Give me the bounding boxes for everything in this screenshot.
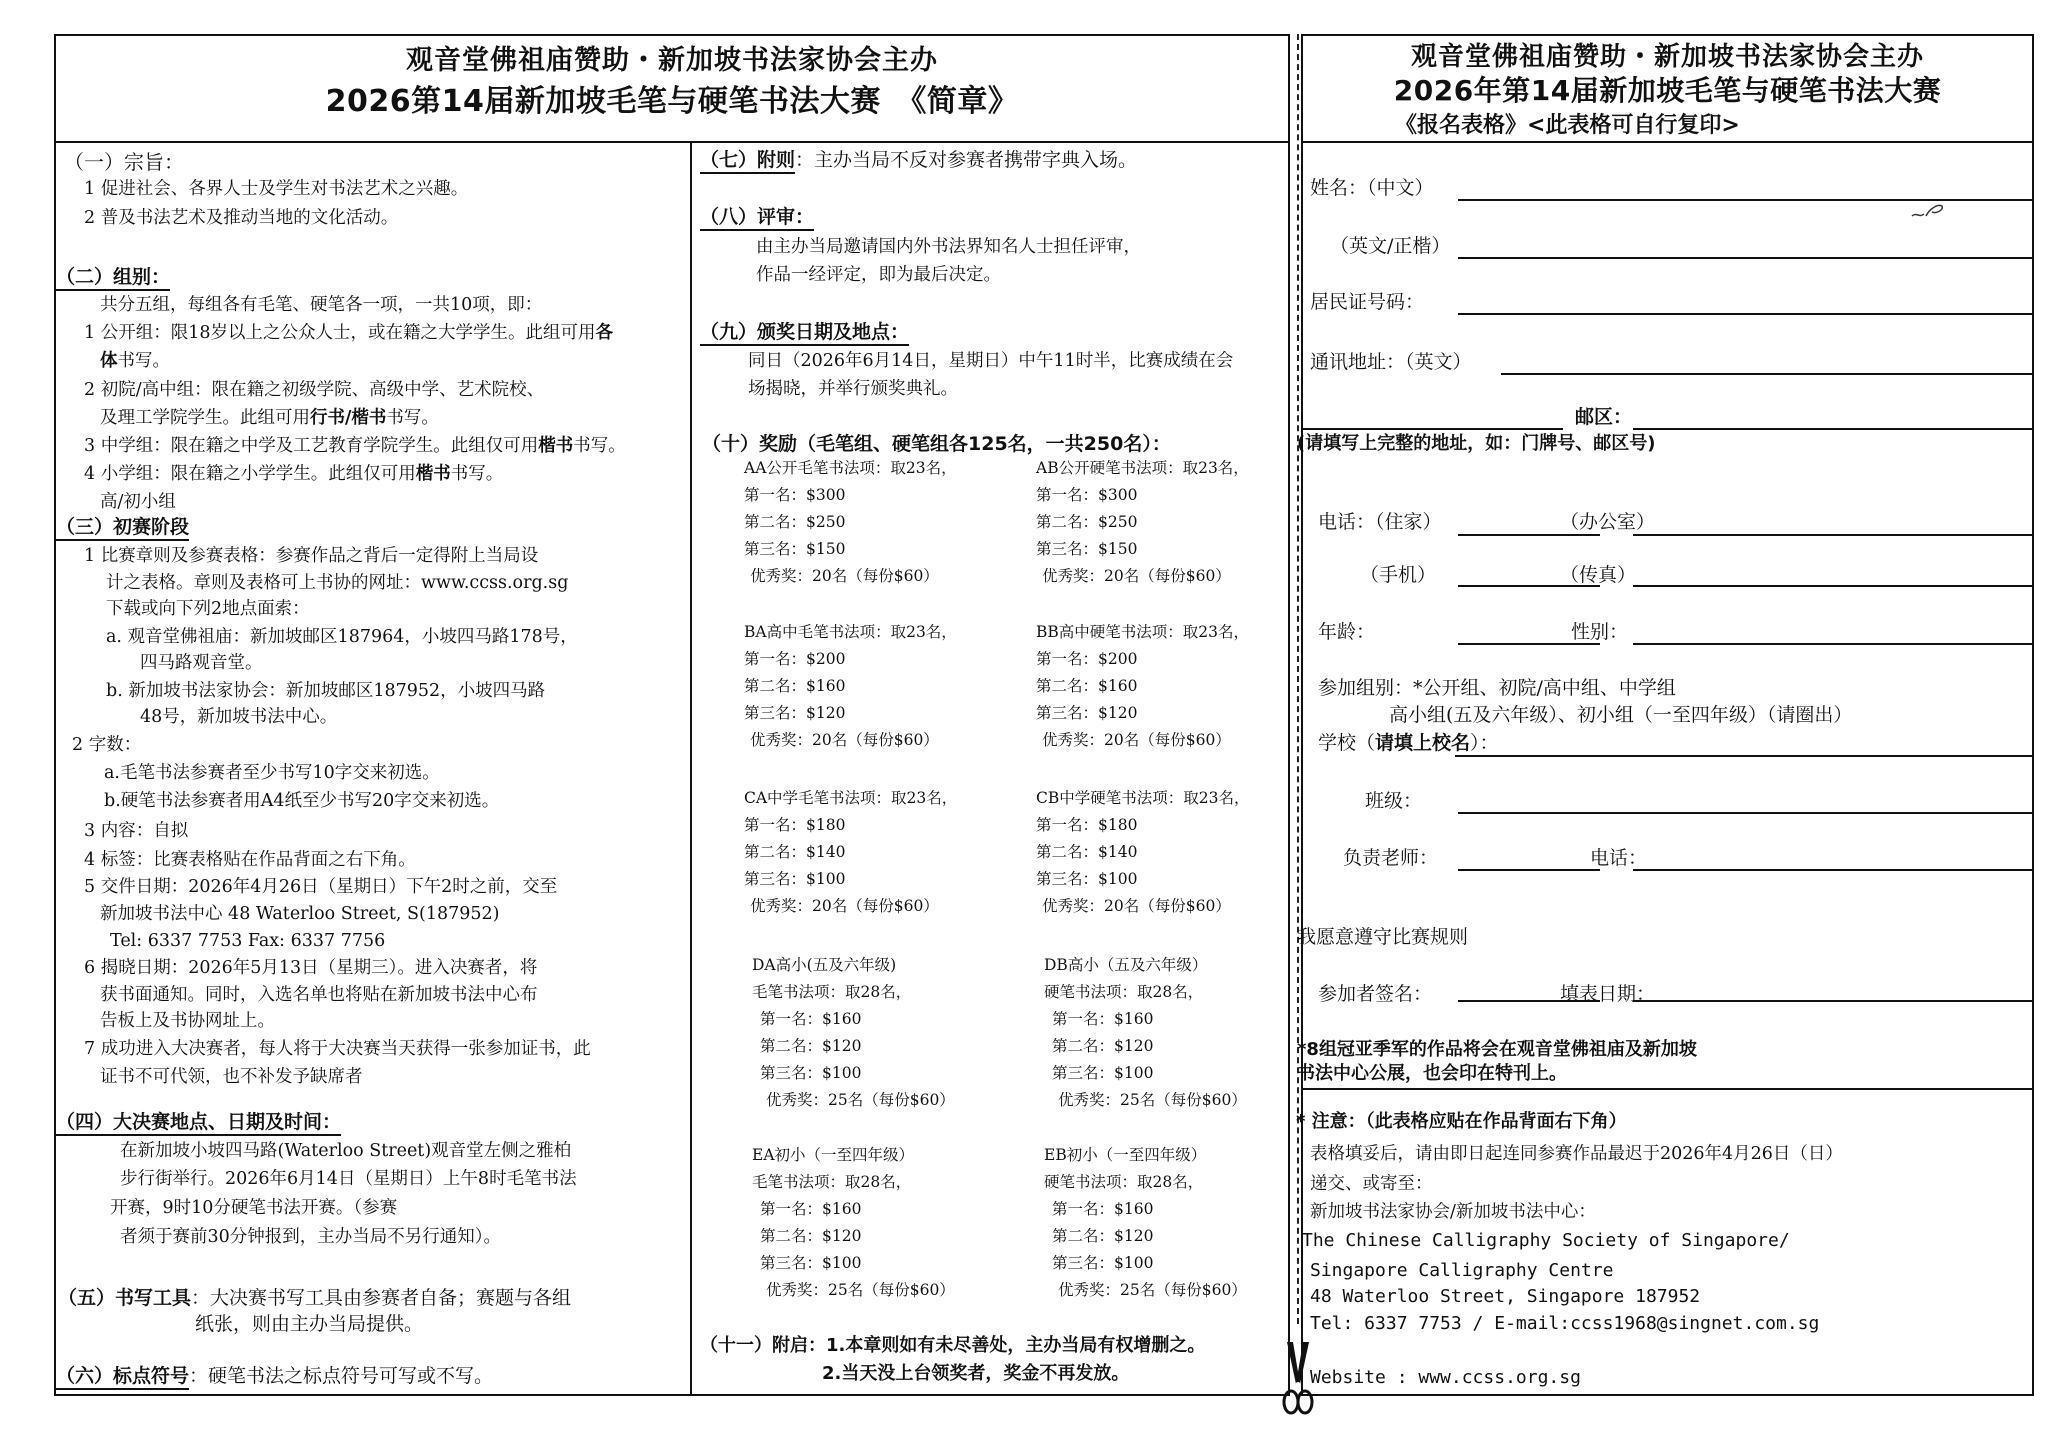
prize-rank-amount: 第一名：$160 xyxy=(760,1010,862,1028)
group-2-line-1: 2 初院/高中组：限在籍之初级学院、高级中学、艺术院校、 xyxy=(84,380,545,400)
prize-category-title: DA高小(五及六年级) xyxy=(752,956,897,974)
prize-merit-award: 优秀奖：20名（每份$60） xyxy=(750,731,939,749)
section-5 xyxy=(58,1286,571,1310)
group-3-text: 3 中学组：限在籍之中学及工艺教育学院学生。此组仅可用 xyxy=(84,436,539,456)
prize-rank-amount: 第一名：$180 xyxy=(1036,816,1138,834)
prize-rank-amount: 第二名：$120 xyxy=(760,1227,862,1245)
prize-rank-amount: 第二名：$140 xyxy=(1036,843,1138,861)
notice-line-7: Tel: 6337 7753 / E-mail:ccss1968@singnet.com.sg xyxy=(1310,1313,1820,1334)
prize-rank-amount: 第二名：$140 xyxy=(744,843,846,861)
date-field[interactable] xyxy=(1633,1000,2032,1002)
prize-rank-amount: 第三名：$120 xyxy=(744,704,846,722)
prize-merit-award: 优秀奖：20名（每份$60） xyxy=(1042,731,1231,749)
group-4-sub: 高/初小组 xyxy=(100,492,176,512)
prelim-item-6-b: 获书面通知。同时，入选名单也将贴在新加坡书法中心布 xyxy=(100,985,538,1005)
prelim-item-2-b: b.硬笔书法参赛者用A4纸至少书写20字交来初选。 xyxy=(104,791,500,811)
prize-rank-amount: 第二名：$250 xyxy=(744,513,846,531)
prize-rank-amount: 第一名：$160 xyxy=(1052,1010,1154,1028)
notice-line-3: 新加坡书法家协会/新加坡书法中心： xyxy=(1310,1202,1596,1222)
prize-category-title: BB高中硬笔书法项：取23名， xyxy=(1036,623,1250,641)
name-en-label: （英文/正楷） xyxy=(1330,235,1451,257)
prelim-item-1-a: 1 比赛章则及参赛表格：参赛作品之背后一定得附上当局设 xyxy=(84,546,539,566)
prize-rank-amount: 第一名：$160 xyxy=(760,1200,862,1218)
prize-category-title: CB中学硬笔书法项：取23名， xyxy=(1036,789,1250,807)
prelim-item-1-b: 计之表格。章则及表格可上书协的网址：www.ccss.org.sg xyxy=(106,573,569,593)
prize-rank-amount: 第三名：$100 xyxy=(1052,1064,1154,1082)
group-label: 参加组别：*公开组、初院/高中组、中学组 xyxy=(1318,677,1676,699)
group-1-bold-2: 体 xyxy=(100,351,118,371)
prize-rank-amount: 第三名：$150 xyxy=(1036,540,1138,558)
prize-merit-award: 优秀奖：20名（每份$60） xyxy=(1042,897,1231,915)
gender-field[interactable] xyxy=(1633,643,2032,645)
signature-label: 参加者签名： xyxy=(1318,983,1433,1005)
prize-category-title: DB高小（五及六年级） xyxy=(1044,956,1208,974)
section-1-heading xyxy=(64,150,184,174)
group-3-bold: 楷书 xyxy=(538,436,574,456)
prize-rank-amount: 第三名：$100 xyxy=(760,1064,862,1082)
exhibit-note-2: 书法中心公展，也会印在特刊上。 xyxy=(1297,1063,1567,1084)
prize-rank-amount: 第一名：$160 xyxy=(1052,1200,1154,1218)
name-cn-label: 姓名：（中文） xyxy=(1310,177,1434,199)
rules-subtitle: 观音堂佛祖庙赞助・新加坡书法家协会主办 xyxy=(406,45,938,76)
group-2-text: 及理工学院学生。此组可用 xyxy=(100,408,310,428)
appendix-line-2: 2.当天没上台领奖者，奖金不再发放。 xyxy=(822,1363,1130,1384)
prize-rank-amount: 第三名：$100 xyxy=(1036,870,1138,888)
groups-intro: 共分五组，每组各有毛笔、硬笔各一项，一共10项，即： xyxy=(100,295,543,315)
section-3-heading xyxy=(56,515,189,539)
location-a: a. 观音堂佛祖庙：新加坡邮区187964，小坡四马路178号， xyxy=(106,627,578,647)
prelim-item-7-b: 证书不可代领，也不补发予缺席者 xyxy=(100,1067,363,1087)
section-5-heading: （五）书写工具 xyxy=(58,1287,192,1309)
group-4-line xyxy=(84,463,503,485)
school-label-end: ）： xyxy=(1470,732,1499,754)
class-field[interactable] xyxy=(1458,812,2032,814)
teacher-field[interactable] xyxy=(1458,869,1600,871)
appendix-line-1: （十一）附启：1.本章则如有未尽善处，主办当局有权增删之。 xyxy=(700,1335,1206,1356)
group-1-text-2: 书写。 xyxy=(117,351,170,371)
prize-category-title: EA初小（一至四年级） xyxy=(752,1146,915,1164)
group-1-bold: 各 xyxy=(595,323,613,343)
website-link[interactable]: Website : www.ccss.org.sg xyxy=(1310,1367,1581,1388)
phone-office-field[interactable] xyxy=(1633,534,2032,536)
fax-field[interactable] xyxy=(1633,585,2032,587)
group-1-line-2 xyxy=(100,350,170,372)
postal-field[interactable] xyxy=(1633,428,2032,430)
phone-home-label: 电话：（住家） xyxy=(1318,511,1442,533)
section-7-heading: （七）附则 xyxy=(700,149,795,174)
address-divider xyxy=(1301,428,1563,430)
school-label-text: 学校（ xyxy=(1318,732,1376,754)
prelim-item-1-c: 下载或向下列2地点面索： xyxy=(106,599,310,619)
group-3-text-2: 书写。 xyxy=(573,436,626,456)
notice-line-2: 递交、或寄至： xyxy=(1310,1174,1433,1194)
prize-rank-amount: 第三名：$150 xyxy=(744,540,846,558)
final-venue-l2: 步行街举行。2026年6月14日（星期日）上午8时毛笔书法 xyxy=(120,1169,577,1189)
prize-rank-amount: 第一名：$200 xyxy=(1036,650,1138,668)
prize-rank-amount: 第三名：$100 xyxy=(1052,1254,1154,1272)
judging-l1: 由主办当局邀请国内外书法界知名人士担任评审， xyxy=(756,237,1141,257)
prize-category-title: AB公开硬笔书法项：取23名， xyxy=(1036,459,1249,477)
notice-line-5: Singapore Calligraphy Centre xyxy=(1310,1260,1614,1281)
section-8-heading-text: （八）评审： xyxy=(700,206,814,231)
section-8-heading xyxy=(700,205,814,229)
prize-merit-award: 优秀奖：25名（每份$60） xyxy=(766,1091,955,1109)
group-4-bold: 楷书 xyxy=(415,464,451,484)
prize-merit-award: 优秀奖：20名（每份$60） xyxy=(1042,567,1231,585)
form-subtitle: 观音堂佛祖庙赞助・新加坡书法家协会主办 xyxy=(1410,42,1924,72)
rules-header-divider xyxy=(54,141,1290,143)
section-2-heading-text: （二）组别： xyxy=(56,266,170,291)
notice-line-4: The Chinese Calligraphy Society of Singapore/ xyxy=(1302,1230,1790,1251)
address-note: (请填写上完整的地址，如：门牌号、邮区号) xyxy=(1297,433,1656,454)
rules-title: 2026第14届新加坡毛笔与硬笔书法大赛 《简章》 xyxy=(325,84,1019,119)
section-9-heading-text: （九）颁奖日期及地点： xyxy=(700,321,909,346)
name-en-field[interactable] xyxy=(1458,257,2032,259)
prelim-item-4: 4 标签：比赛表格贴在作品背面之右下角。 xyxy=(84,850,416,870)
prelim-item-5-b: 新加坡书法中心 48 Waterloo Street, S(187952) xyxy=(100,904,500,924)
prelim-item-6-c: 告板上及书协网址上。 xyxy=(100,1011,275,1031)
teacher-phone-label: 电话： xyxy=(1590,847,1648,869)
prelim-item-7-a: 7 成功进入大决赛者，每人将于大决赛当天获得一张参加证书，此 xyxy=(84,1039,591,1059)
section-6-text: ：硬笔书法之标点符号可写或不写。 xyxy=(189,1365,494,1387)
section-9-heading xyxy=(700,320,909,344)
prize-rank-amount: 第三名：$100 xyxy=(760,1254,862,1272)
group-4-text-2: 书写。 xyxy=(450,464,504,484)
date-label: 填表日期： xyxy=(1560,983,1656,1005)
prize-category-subtitle: 硬笔书法项：取28名， xyxy=(1044,1173,1204,1191)
form-note: 《报名表格》<此表格可自行复印> xyxy=(1395,113,1740,138)
handwriting-mark-icon xyxy=(1910,200,1950,224)
prize-rank-amount: 第一名：$300 xyxy=(744,486,846,504)
notice-divider xyxy=(1301,1088,2034,1090)
prize-rank-amount: 第三名：$120 xyxy=(1036,704,1138,722)
prize-merit-award: 优秀奖：20名（每份$60） xyxy=(750,567,939,585)
location-b: b. 新加坡书法家协会：新加坡邮区187952，小坡四马路 xyxy=(106,681,546,701)
form-title: 2026年第14届新加坡毛笔与硬笔书法大赛 xyxy=(1393,74,1942,107)
section-7-text: ：主办当局不反对参赛者携带字典入场。 xyxy=(795,149,1138,171)
final-venue-l3: 开赛，9时10分硬笔书法开赛。（参赛 xyxy=(110,1198,398,1218)
prize-merit-award: 优秀奖：25名（每份$60） xyxy=(1058,1281,1247,1299)
location-a-2: 四马路观音堂。 xyxy=(140,653,263,673)
prize-category-title: EB初小（一至四年级） xyxy=(1044,1146,1207,1164)
phone-home-field[interactable] xyxy=(1458,534,1600,536)
prize-merit-award: 优秀奖：25名（每份$60） xyxy=(766,1281,955,1299)
prize-rank-amount: 第二名：$120 xyxy=(1052,1037,1154,1055)
purpose-item-2: 2 普及书法艺术及推动当地的文化活动。 xyxy=(84,208,399,228)
notice-line-6: 48 Waterloo Street, Singapore 187952 xyxy=(1310,1286,1701,1307)
group-1-line-1 xyxy=(84,322,613,344)
age-label: 年龄： xyxy=(1318,621,1376,643)
section-6 xyxy=(56,1364,493,1388)
group-3-line xyxy=(84,435,626,457)
section-5-text-2: 纸张，则由主办当局提供。 xyxy=(195,1313,424,1335)
prelim-item-5-c: Tel: 6337 7753 Fax: 6337 7756 xyxy=(110,931,386,951)
final-venue-l4: 者须于赛前30分钟报到，主办当局不另行通知）。 xyxy=(120,1227,502,1247)
group-4-text: 4 小学组：限在籍之小学学生。此组仅可用 xyxy=(84,464,416,484)
mobile-label: （手机） xyxy=(1360,564,1437,586)
school-field[interactable] xyxy=(1455,755,2032,757)
section-4-heading-text: （四）大决赛地点、日期及时间： xyxy=(56,1111,341,1136)
address-label: 通讯地址：（英文） xyxy=(1310,351,1472,373)
prelim-item-2-a: a.毛笔书法参赛者至少书写10字交来初选。 xyxy=(104,763,440,783)
prelim-item-3: 3 内容：自拟 xyxy=(84,821,189,841)
group-1-text: 1 公开组：限18岁以上之公众人士，或在籍之大学学生。此组可用 xyxy=(84,323,596,343)
school-label-bold: 请填上校名 xyxy=(1375,732,1471,754)
form-header-divider xyxy=(1301,141,2034,143)
section-5-text: ：大决赛书写工具由参赛者自备；赛题与各组 xyxy=(191,1287,572,1309)
section-2-heading xyxy=(56,265,170,289)
agree-text: 我愿意遵守比赛规则 xyxy=(1297,926,1469,948)
section-1-heading-text: （一）宗旨： xyxy=(64,150,184,174)
prelim-item-5-a: 5 交件日期：2026年4月26日（星期日）下午2时之前，交至 xyxy=(84,877,558,897)
fax-label: （传真） xyxy=(1560,564,1637,586)
prize-rank-amount: 第二名：$250 xyxy=(1036,513,1138,531)
class-label: 班级： xyxy=(1365,790,1423,812)
prize-merit-award: 优秀奖：25名（每份$60） xyxy=(1058,1091,1247,1109)
prize-rank-amount: 第二名：$160 xyxy=(1036,677,1138,695)
prize-merit-award: 优秀奖：20名（每份$60） xyxy=(750,897,939,915)
judging-l2: 作品一经评定，即为最后决定。 xyxy=(756,265,1001,285)
location-b-2: 48号，新加坡书法中心。 xyxy=(140,707,338,727)
prize-category-title: AA公开毛笔书法项：取23名， xyxy=(744,459,957,477)
prize-category-subtitle: 硬笔书法项：取28名， xyxy=(1044,983,1204,1001)
rules-column-divider xyxy=(690,141,692,1396)
exhibit-note-1: *8组冠亚季军的作品将会在观音堂佛祖庙及新加坡 xyxy=(1297,1039,1697,1060)
ic-label: 居民证号码： xyxy=(1310,291,1425,313)
phone-office-label: （办公室） xyxy=(1560,511,1656,533)
prize-rank-amount: 第一名：$180 xyxy=(744,816,846,834)
ic-field[interactable] xyxy=(1458,313,2032,315)
award-date-l2: 场揭晓，并举行颁奖典礼。 xyxy=(748,379,958,399)
notice-heading: * 注意：（此表格应贴在作品背面右下角） xyxy=(1296,1111,1627,1132)
final-venue-l1: 在新加坡小坡四马路(Waterloo Street)观音堂左侧之雅柏 xyxy=(120,1141,572,1161)
group-2-bold: 行书/楷书 xyxy=(310,408,387,428)
award-date-l1: 同日（2026年6月14日，星期日）中午11时半，比赛成绩在会 xyxy=(748,351,1234,371)
teacher-phone-field[interactable] xyxy=(1633,869,2032,871)
address-field[interactable] xyxy=(1501,373,2032,375)
purpose-item-1: 1 促进社会、各界人士及学生对书法艺术之兴趣。 xyxy=(84,179,469,199)
teacher-label: 负责老师： xyxy=(1343,847,1439,869)
prize-rank-amount: 第二名：$120 xyxy=(760,1037,862,1055)
notice-line-1: 表格填妥后，请由即日起连同参赛作品最迟于2026年4月26日（日） xyxy=(1310,1144,1843,1164)
group-2-text-2: 书写。 xyxy=(386,408,439,428)
prize-rank-amount: 第三名：$100 xyxy=(744,870,846,888)
section-3-heading-text: （三）初赛阶段 xyxy=(56,516,189,541)
prize-rank-amount: 第二名：$160 xyxy=(744,677,846,695)
prize-category-subtitle: 毛笔书法项：取28名， xyxy=(752,983,912,1001)
gender-label: 性别： xyxy=(1571,621,1629,643)
prize-category-title: BA高中毛笔书法项：取23名， xyxy=(744,623,957,641)
postal-label: 邮区： xyxy=(1575,406,1633,428)
group-options[interactable]: 高小组(五及六年级）、初小组（一至四年级）（请圈出） xyxy=(1389,704,1853,726)
section-6-heading: （六）标点符号 xyxy=(56,1365,189,1390)
prelim-item-6-a: 6 揭晓日期：2026年5月13日（星期三）。进入决赛者，将 xyxy=(84,958,538,978)
prize-rank-amount: 第一名：$300 xyxy=(1036,486,1138,504)
prize-rank-amount: 第二名：$120 xyxy=(1052,1227,1154,1245)
prize-category-subtitle: 毛笔书法项：取28名， xyxy=(752,1173,912,1191)
group-2-line-2 xyxy=(100,407,439,429)
school-label xyxy=(1318,731,1499,755)
section-10-heading: （十）奖励（毛笔组、硬笔组各125名，一共250名）： xyxy=(702,433,1171,455)
prelim-item-2: 2 字数： xyxy=(72,735,142,755)
section-4-heading xyxy=(56,1110,341,1134)
prize-category-title: CA中学毛笔书法项：取23名， xyxy=(744,789,958,807)
section-7 xyxy=(700,148,1137,172)
prize-rank-amount: 第一名：$200 xyxy=(744,650,846,668)
